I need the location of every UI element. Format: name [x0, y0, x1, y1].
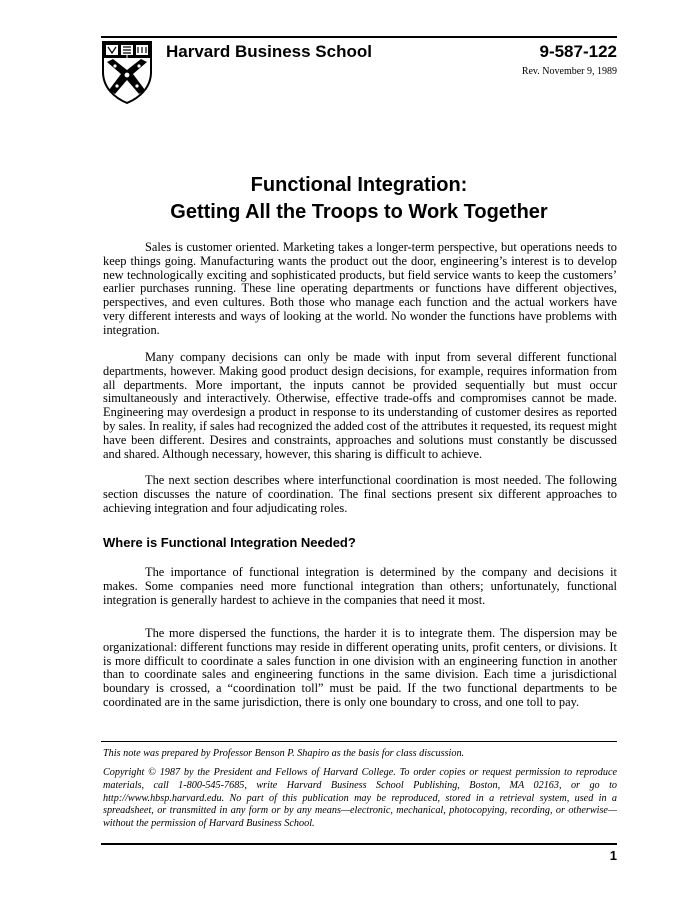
section-heading: Where is Functional Integration Needed?	[103, 535, 356, 550]
case-number: 9-587-122	[539, 42, 617, 61]
body-paragraph-1: Sales is customer oriented. Marketing takes a longer-term perspective, but operations needs to keep things going. Manufacturing wants the product out the door, engineering’s interest is to develop new technologically exciting and sophisticated products, but field service wants to keep the customers’ earlier purchases running. These line operating departments or functions have different objectives, perspectives, and even cultures. Both those who manage each function and the actual workers have very different interests and ways of looking at the world. No wonder the functions have problems with integration.	[103, 240, 617, 337]
header-rule	[101, 36, 617, 38]
copyright-notice: Copyright © 1987 by the President and Fellows of Harvard College. To order copies or request permission to reproduce materials, call 1-800-545-7685, write Harvard Business School Publishing, Boston, MA 02163, or go to http://www.hbsp.harvard.edu. No part of this publication may be reproduced, stored in a retrieval system, used in a spreadsheet, or transmitted in any form or by any means—electronic, mechanical, photocopying, recording, or otherwise—without the permission of Harvard Business School.	[103, 767, 617, 830]
body-paragraph-2: Many company decisions can only be made with input from several different functional departments, however. Making good product design decisions, for example, requires information from all departments. More important, the inputs cannot be provided sequentially but must occur simultaneously and interactively. Otherwise, effective trade-offs and compromises cannot be made. Engineering may overdesign a product in response to its understanding of customer desires as reported by sales. In reality, if sales had recognized the added cost of the attributes it requested, its request might have been different. Desires and constraints, approaches and solutions must constantly be discussed and shared. Although necessary, however, this sharing is difficult to achieve.	[103, 350, 617, 461]
body-paragraph-3: The next section describes where interfunctional coordination is most needed. The following section discusses the nature of coordination. The final sections present six different approaches to achieving integration and four adjudicating roles.	[103, 473, 617, 515]
school-name: Harvard Business School	[166, 42, 372, 61]
author-note: This note was prepared by Professor Benson P. Shapiro as the basis for class discussion.	[103, 748, 465, 759]
footer-rule	[101, 843, 617, 845]
harvard-veritas-shield-icon	[101, 40, 153, 104]
body-paragraph-4: The importance of functional integration is determined by the company and decisions it makes. Some companies need more functional integration than others; unfortunately, functional integration is generally hardest to achieve in the companies that need it most.	[103, 565, 617, 607]
revision-date: Rev. November 9, 1989	[521, 66, 617, 77]
page-number: 1	[609, 848, 617, 863]
title-line-2: Getting All the Troops to Work Together	[170, 201, 548, 223]
body-paragraph-5: The more dispersed the functions, the harder it is to integrate them. The dispersion may be organizational: different functions may reside in different operating units, profit centers, or divisions. It is more difficult to coordinate a sales function in one division with an engineering function in another than to coordinate sales and engineering functions in the same division. Each time a jurisdictional boundary is crossed, a “coordination toll” must be paid. If the two functional departments to be coordinated are in the same jurisdiction, there is only one boundary to cross, and one toll to pay.	[103, 626, 617, 709]
title-line-1: Functional Integration:	[250, 174, 468, 196]
document-title	[101, 172, 617, 226]
footnote-rule	[101, 741, 617, 742]
